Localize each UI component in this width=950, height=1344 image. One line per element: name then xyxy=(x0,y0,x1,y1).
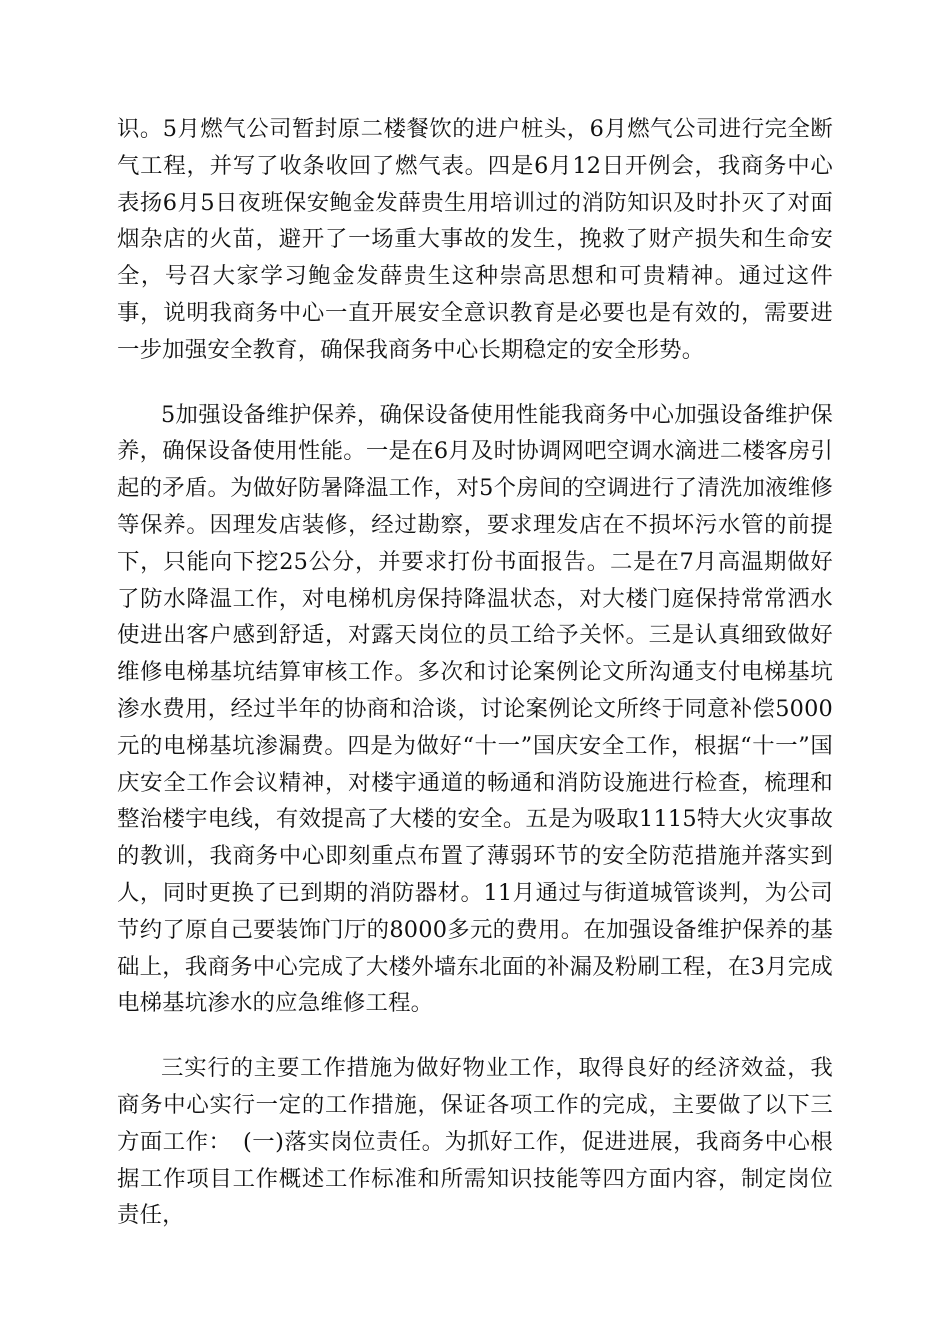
paragraph-safety-education: 识。5月燃气公司暂封原二楼餐饮的进户桩头，6月燃气公司进行完全断气工程，并写了收条收回了燃气表。四是6月12日开例会，我商务中心表扬6月5日夜班保安鲍金发薛贵生用培训过的消防知识及时扑灭了对面烟杂店的火苗，避开了一场重大事故的发生，挽救了财产损失和生命安全，号召大家学习鲍金发薛贵生这种崇高思想和可贵精神。通过这件事，说明我商务中心一直开展安全意识教育是必要也是有效的，需要进一步加强安全教育，确保我商务中心长期稳定的安全形势。 xyxy=(117,116,833,363)
document-body xyxy=(117,111,833,1234)
paragraph-work-measures: 三实行的主要工作措施为做好物业工作，取得良好的经济效益，我商务中心实行一定的工作措施，保证各项工作的完成，主要做了以下三方面工作： (一)落实岗位责任。为抓好工作，促进进展，我商务中心根据工作项目工作概述工作标准和所需知识技能等四方面内容，制定岗位责任， xyxy=(117,1055,833,1229)
paragraph-equipment-maintenance: 5加强设备维护保养，确保设备使用性能我商务中心加强设备维护保养，确保设备使用性能。一是在6月及时协调网吧空调水滴进二楼客房引起的矛盾。为做好防暑降温工作，对5个房间的空调进行了清洗加液维修等保养。因理发店装修，经过勘察，要求理发店在不损坏污水管的前提下，只能向下挖25公分，并要求打份书面报告。二是在7月高温期做好了防水降温工作，对电梯机房保持降温状态，对大楼门庭保持常常洒水使进出客户感到舒适，对露天岗位的员工给予关怀。三是认真细致做好维修电梯基坑结算审核工作。多次和讨论案例论文所沟通支付电梯基坑渗水费用，经过半年的协商和洽谈，讨论案例论文所终于同意补偿5000元的电梯基坑渗漏费。四是为做好“十一”国庆安全工作，根据“十一”国庆安全工作会议精神，对楼宇通道的畅通和消防设施进行检查，梳理和整治楼宇电线，有效提高了大楼的安全。五是为吸取1115特大火灾事故的教训，我商务中心即刻重点布置了薄弱环节的安全防范措施并落实到人，同时更换了已到期的消防器材。11月通过与街道城管谈判，为公司节约了原自己要装饰门厅的8000多元的费用。在加强设备维护保养的基础上，我商务中心完成了大楼外墙东北面的补漏及粉刷工程，在3月完成电梯基坑渗水的应急维修工程。 xyxy=(117,401,833,1017)
